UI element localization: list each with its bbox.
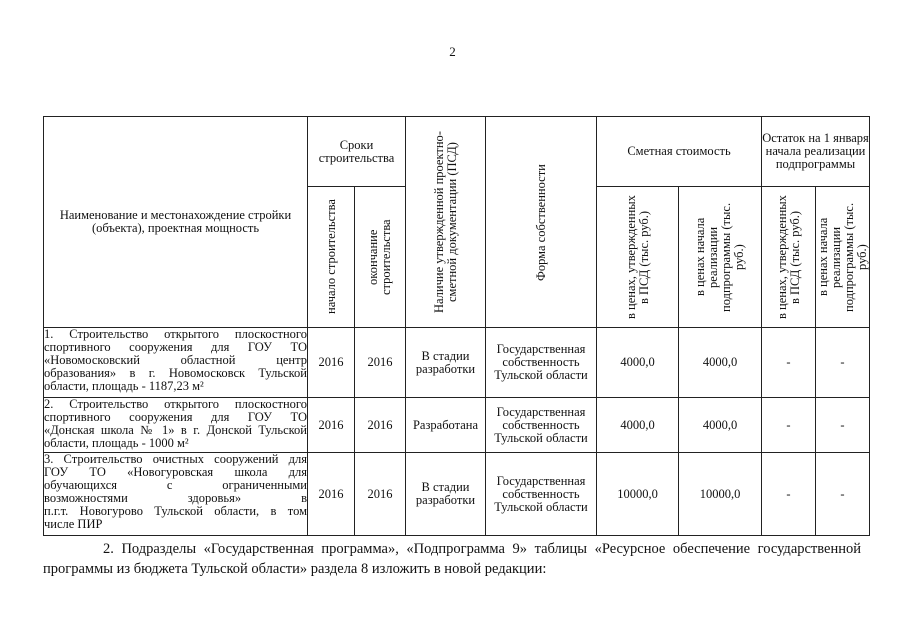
name-line: спортивного сооружения для ГОУ ТО (44, 340, 307, 354)
row-start: 2016 (308, 453, 355, 536)
header-rem-psd-text: в ценах, утвержденных в ПСД (тыс. руб.) (774, 195, 802, 319)
header-remainder: Остаток на 1 января начала реализации подпрограммы (762, 117, 870, 187)
row-cost-psd: 4000,0 (597, 398, 679, 453)
row-rem-psd: - (762, 328, 816, 398)
header-rem-psd (762, 187, 816, 328)
header-cost-program (679, 187, 762, 328)
header-end-text: окончание строительства (366, 219, 393, 295)
row-end: 2016 (355, 328, 406, 398)
header-cost-psd-text: в ценах, утвержденных в ПСД (тыс. руб.) (623, 195, 651, 319)
row-cost-program: 4000,0 (679, 328, 762, 398)
header-name: Наименование и местонахождение стройки (объекта), проектная мощность (44, 117, 308, 328)
row-psd: Разработана (406, 398, 486, 453)
row-name (44, 453, 308, 536)
name-line: п.г.т. Новогурово Тульской области, в том (44, 504, 307, 518)
row-rem-psd: - (762, 398, 816, 453)
row-name (44, 398, 308, 453)
header-cost-psd (597, 187, 679, 328)
page-number: 2 (449, 44, 456, 59)
header-cost: Сметная стоимость (597, 117, 762, 187)
row-cost-program: 4000,0 (679, 398, 762, 453)
header-terms: Сроки строительства (308, 117, 406, 187)
header-rem-program-text: в ценах начала реализации подпрограммы (тыс. руб.) (815, 202, 869, 312)
row-rem-program: - (816, 328, 870, 398)
header-ownership (486, 117, 597, 328)
header-start-text: начало строительства (323, 199, 338, 315)
header-ownership-text: Форма собственности (533, 163, 548, 281)
row-ownership: Государственная собственность Тульской области (486, 328, 597, 398)
row-ownership: Государственная собственность Тульской области (486, 398, 597, 453)
row-psd: В стадии разработки (406, 453, 486, 536)
header-end (355, 187, 406, 328)
construction-table (43, 116, 870, 536)
row-start: 2016 (308, 328, 355, 398)
header-psd-text: Наличие утвержденной проектно-сметной документации (ПСД) (431, 131, 459, 313)
row-ownership: Государственная собственность Тульской области (486, 453, 597, 536)
header-start (308, 187, 355, 328)
name-line: образования» в г. Новомосковск Тульской (44, 366, 307, 380)
name-line: ГОУ ТО «Новогуровская школа для (44, 465, 307, 479)
header-rem-program (816, 187, 870, 328)
header-cost-program-text: в ценах начала реализации подпрограммы (тыс. руб.) (693, 202, 746, 312)
table-row (44, 398, 870, 453)
name-line: спортивного сооружения для ГОУ ТО (44, 410, 307, 424)
row-start: 2016 (308, 398, 355, 453)
name-line: «Донская школа № 1» в г. Донской Тульской (44, 423, 307, 437)
name-line: «Новомосковский областной центр (44, 353, 307, 367)
row-rem-program: - (816, 453, 870, 536)
row-cost-psd: 4000,0 (597, 328, 679, 398)
row-end: 2016 (355, 453, 406, 536)
name-line: числе ПИР (44, 517, 103, 531)
row-psd: В стадии разработки (406, 328, 486, 398)
row-rem-psd: - (762, 453, 816, 536)
row-cost-program: 10000,0 (679, 453, 762, 536)
name-line: области, площадь - 1000 м² (44, 436, 189, 450)
name-line: 1. Строительство открытого плоскостного (44, 327, 307, 341)
body-paragraph: 2. Подразделы «Государственная программа», «Подпрограмма 9» таблицы «Ресурсное обеспечение государственной программы из бюджета Тульской области» раздела 8 изложить в новой редакции: (43, 541, 861, 577)
row-rem-program: - (816, 398, 870, 453)
header-psd (406, 117, 486, 328)
name-line: возможностями здоровья» в (44, 491, 307, 505)
table-row (44, 328, 870, 398)
row-end: 2016 (355, 398, 406, 453)
table-row (44, 453, 870, 536)
row-cost-psd: 10000,0 (597, 453, 679, 536)
name-line: 2. Строительство открытого плоскостного (44, 397, 307, 411)
row-name (44, 328, 308, 398)
name-line: 3. Строительство очистных сооружений для (44, 452, 307, 466)
name-line: области, площадь - 1187,23 м² (44, 379, 204, 393)
name-line: обучающихся с ограниченными (44, 478, 307, 492)
